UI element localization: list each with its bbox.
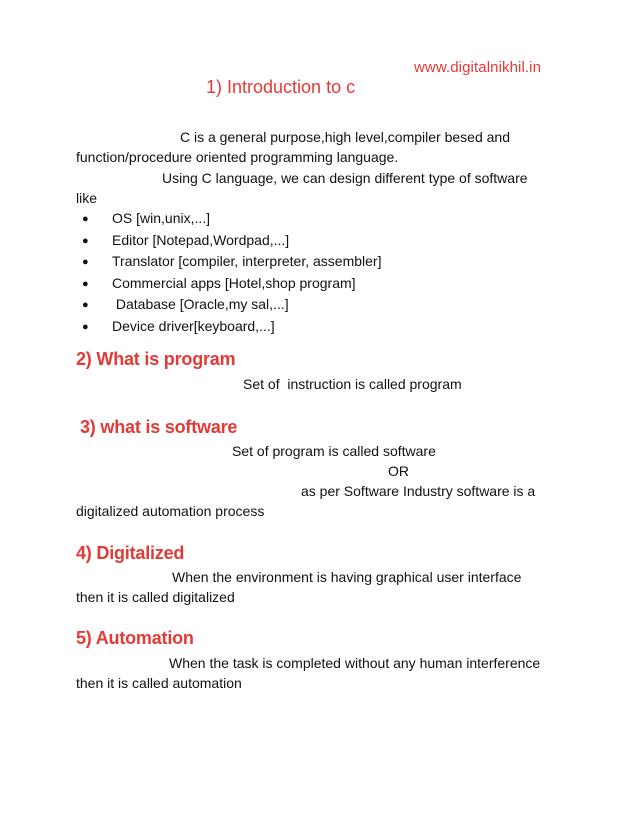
automation-definition-line-2: then it is called automation [76,675,242,691]
bullet-icon: ● [82,256,89,268]
list-item [82,273,381,295]
document-title: 1) Introduction to c [206,77,356,97]
bullet-icon: ● [82,299,89,311]
bullet-icon: ● [82,213,89,225]
software-alt-definition-line-1: as per Software Industry software is a [301,483,536,499]
bullet-icon: ● [82,277,89,290]
software-or-label: OR [388,463,409,479]
section-heading-software: 3) what is software [80,417,238,437]
list-item [82,294,381,316]
intro-paragraph-2 [76,168,563,208]
list-item-label: OS [win,unix,...] [112,210,211,226]
intro-paragraph-1-line-1: C is a general purpose,high level,compiler besed and [180,129,510,145]
list-item-label: Database [Oracle,my sal,...] [112,296,289,312]
section-heading-automation: 5) Automation [76,628,194,648]
digitalized-definition-line-2: then it is called digitalized [76,589,235,605]
section-heading-digitalized: 4) Digitalized [76,543,185,563]
intro-paragraph-1 [76,127,563,167]
automation-definition-line-1: When the task is completed without any human interference [169,655,541,671]
intro-paragraph-2-line-2: like [76,190,98,206]
digitalized-definition-line-1: When the environment is having graphical user interface [172,569,522,585]
software-types-list [82,208,381,337]
list-item [82,208,381,230]
list-item-label: Editor [Notepad,Wordpad,...] [112,231,290,248]
list-item-label: Commercial apps [Hotel,shop program] [112,274,356,291]
site-url: www.digitalnikhil.in [414,59,542,76]
list-item-label: Device driver[keyboard,...] [112,317,275,334]
section-heading-program: 2) What is program [76,349,236,369]
program-definition: Set of instruction is called program [243,376,462,392]
list-item [82,230,381,252]
intro-paragraph-1-line-2: function/procedure oriented programming language. [76,149,399,165]
bullet-icon: ● [82,320,89,333]
software-definition: Set of program is called software [232,443,436,459]
bullet-icon: ● [82,234,89,247]
intro-paragraph-2-line-1: Using C language, we can design different type of software [162,170,528,186]
software-alt-definition-line-2: digitalized automation process [76,503,265,519]
list-item [82,251,381,273]
list-item [82,316,381,338]
list-item-label: Translator [compiler, interpreter, assembler] [112,253,382,269]
